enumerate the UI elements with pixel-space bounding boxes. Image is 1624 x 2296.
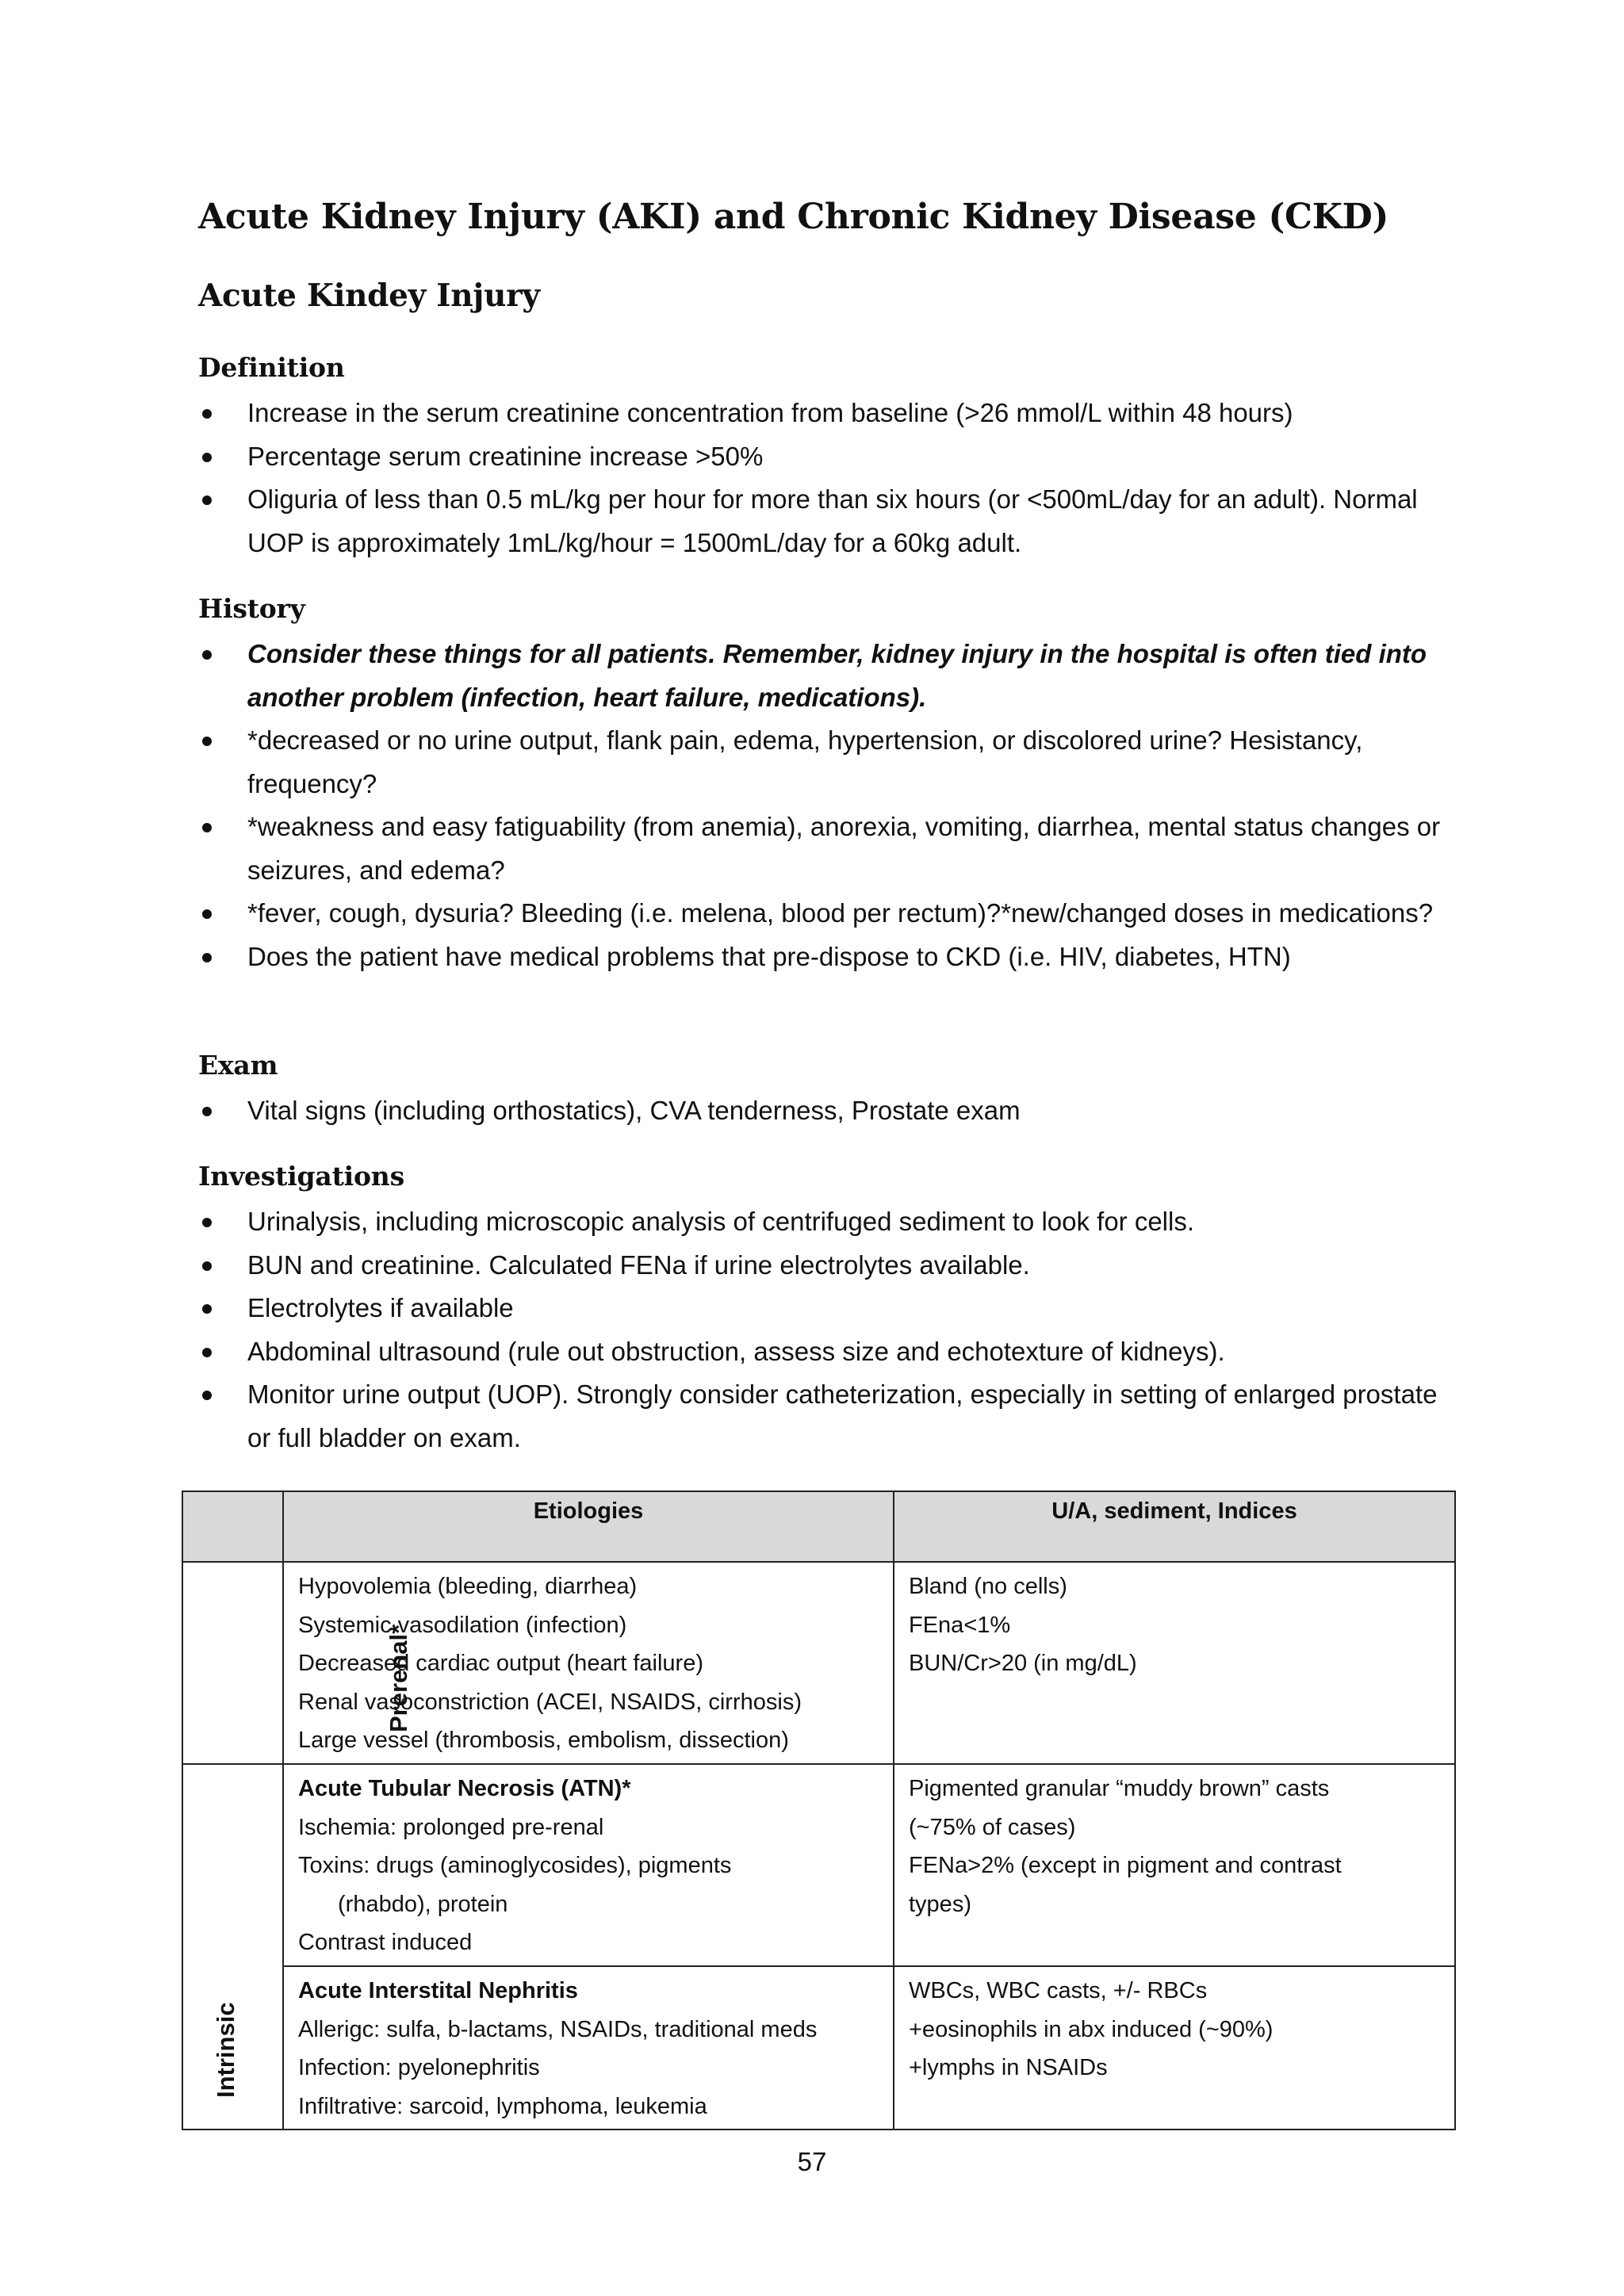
table-cell-line: Renal vasoconstriction (ACEI, NSAIDS, cirrhosis): [298, 1689, 802, 1715]
list-item: Vital signs (including orthostatics), CVA tenderness, Prostate exam: [198, 1089, 1451, 1133]
prerenal-label-cell: [182, 1562, 412, 1764]
table-cell-line: Contrast induced: [298, 1930, 473, 1955]
list-item: Oliguria of less than 0.5 mL/kg per hour for more than six hours (or <500mL/day for an adult). Normal UOP is approximately 1mL/kg/hour = 1500mL/day for a 60kg adult.: [198, 478, 1451, 564]
exam-heading: Exam: [198, 1050, 278, 1081]
list-item: Urinalysis, including microscopic analysis of centrifuged sediment to look for cells.: [198, 1200, 1451, 1244]
list-item: *fever, cough, dysuria? Bleeding (i.e. melena, blood per rectum)?*new/changed doses in medications?: [198, 892, 1451, 936]
table-cell-line: types): [909, 1891, 971, 1917]
table-cell-line: FENa>2% (except in pigment and contrast: [909, 1853, 1342, 1878]
prerenal-label: Prerenal*: [385, 1624, 412, 1732]
intrinsic-label-cell: [182, 1764, 283, 2130]
table-cell-line: Systemic vasodilation (infection): [298, 1612, 627, 1638]
table-cell-line: Large vessel (thrombosis, embolism, dissection): [298, 1728, 789, 1753]
etiology-table: [182, 1490, 1456, 2130]
list-item: Consider these things for all patients. Remember, kidney injury in the hospital is often tied into another problem (infection, heart failure, medications).: [198, 633, 1451, 719]
table-row-prerenal: [182, 1562, 1455, 1764]
table-cell-line: +lymphs in NSAIDs: [909, 2055, 1108, 2080]
intrinsic-label: Intrinsic: [212, 2002, 239, 2098]
atn-indices: [894, 1764, 1455, 1966]
exam-list: [198, 1089, 1451, 1133]
investigations-list: [198, 1200, 1451, 1460]
investigations-heading: Investigations: [198, 1161, 404, 1192]
table-cell-line: BUN/Cr>20 (in mg/dL): [909, 1651, 1137, 1676]
table-cell-line: Pigmented granular “muddy brown” casts: [909, 1776, 1330, 1801]
history-list: [198, 633, 1451, 978]
table-header-row: [182, 1491, 1455, 1562]
atn-etiologies: [283, 1764, 894, 1966]
prerenal-etiologies: [283, 1562, 894, 1764]
table-cell-line: Infiltrative: sarcoid, lymphoma, leukemia: [298, 2093, 707, 2119]
list-item: *decreased or no urine output, flank pain, edema, hypertension, or discolored urine? Hesistancy, frequency?: [198, 719, 1451, 806]
table-cell-line: Infection: pyelonephritis: [298, 2055, 540, 2080]
table-cell-line: WBCs, WBC casts, +/- RBCs: [909, 1978, 1208, 2003]
table-cell-line: Hypovolemia (bleeding, diarrhea): [298, 1574, 638, 1599]
history-heading: History: [198, 593, 305, 624]
list-item: Abdominal ultrasound (rule out obstruction, assess size and echotexture of kidneys).: [198, 1330, 1451, 1374]
table-header-indices: U/A, sediment, Indices: [894, 1491, 1455, 1562]
list-item: Increase in the serum creatinine concentration from baseline (>26 mmol/L within 48 hours): [198, 392, 1451, 435]
table-cell-line: Decreased cardiac output (heart failure): [298, 1651, 703, 1676]
table-row-ain: [182, 1966, 1455, 2130]
table-cell-line: Ischemia: prolonged pre-renal: [298, 1814, 604, 1840]
table-cell-line: (rhabdo), protein: [338, 1891, 508, 1917]
list-item: Does the patient have medical problems that pre-dispose to CKD (i.e. HIV, diabetes, HTN): [198, 936, 1451, 979]
ain-title: Acute Interstital Nephritis: [298, 1978, 578, 2003]
table-cell-line: +eosinophils in abx induced (~90%): [909, 2016, 1274, 2042]
table-cell-line: Toxins: drugs (aminoglycosides), pigments: [298, 1853, 732, 1878]
page-title: Acute Kidney Injury (AKI) and Chronic Kidney Disease (CKD): [198, 197, 1389, 237]
table-cell-line: Allerigc: sulfa, b-lactams, NSAIDs, traditional meds: [298, 2016, 818, 2042]
table-header-blank: [182, 1491, 283, 1562]
table-header-etiologies: Etiologies: [283, 1491, 894, 1562]
definition-heading: Definition: [198, 352, 345, 383]
list-item: Percentage serum creatinine increase >50%: [198, 435, 1451, 479]
ain-etiologies: [283, 1966, 894, 2130]
list-item: BUN and creatinine. Calculated FENa if urine electrolytes available.: [198, 1244, 1451, 1288]
prerenal-indices: [894, 1562, 1455, 1764]
ain-indices: [894, 1966, 1455, 2130]
list-item: *weakness and easy fatiguability (from anemia), anorexia, vomiting, diarrhea, mental status changes or seizures, and edema?: [198, 806, 1451, 892]
definition-list: [198, 392, 1451, 564]
table-cell-line: Bland (no cells): [909, 1574, 1067, 1599]
page-number: 57: [797, 2147, 827, 2176]
section-title: Acute Kindey Injury: [198, 277, 540, 314]
atn-title: Acute Tubular Necrosis (ATN)*: [298, 1776, 631, 1801]
table-row-atn: [182, 1764, 1455, 1966]
list-item: Electrolytes if available: [198, 1287, 1451, 1330]
list-item: Monitor urine output (UOP). Strongly consider catheterization, especially in setting of enlarged prostate or full bladder on exam.: [198, 1373, 1451, 1460]
table-cell-line: FEna<1%: [909, 1612, 1011, 1638]
table-cell-line: (~75% of cases): [909, 1814, 1076, 1840]
